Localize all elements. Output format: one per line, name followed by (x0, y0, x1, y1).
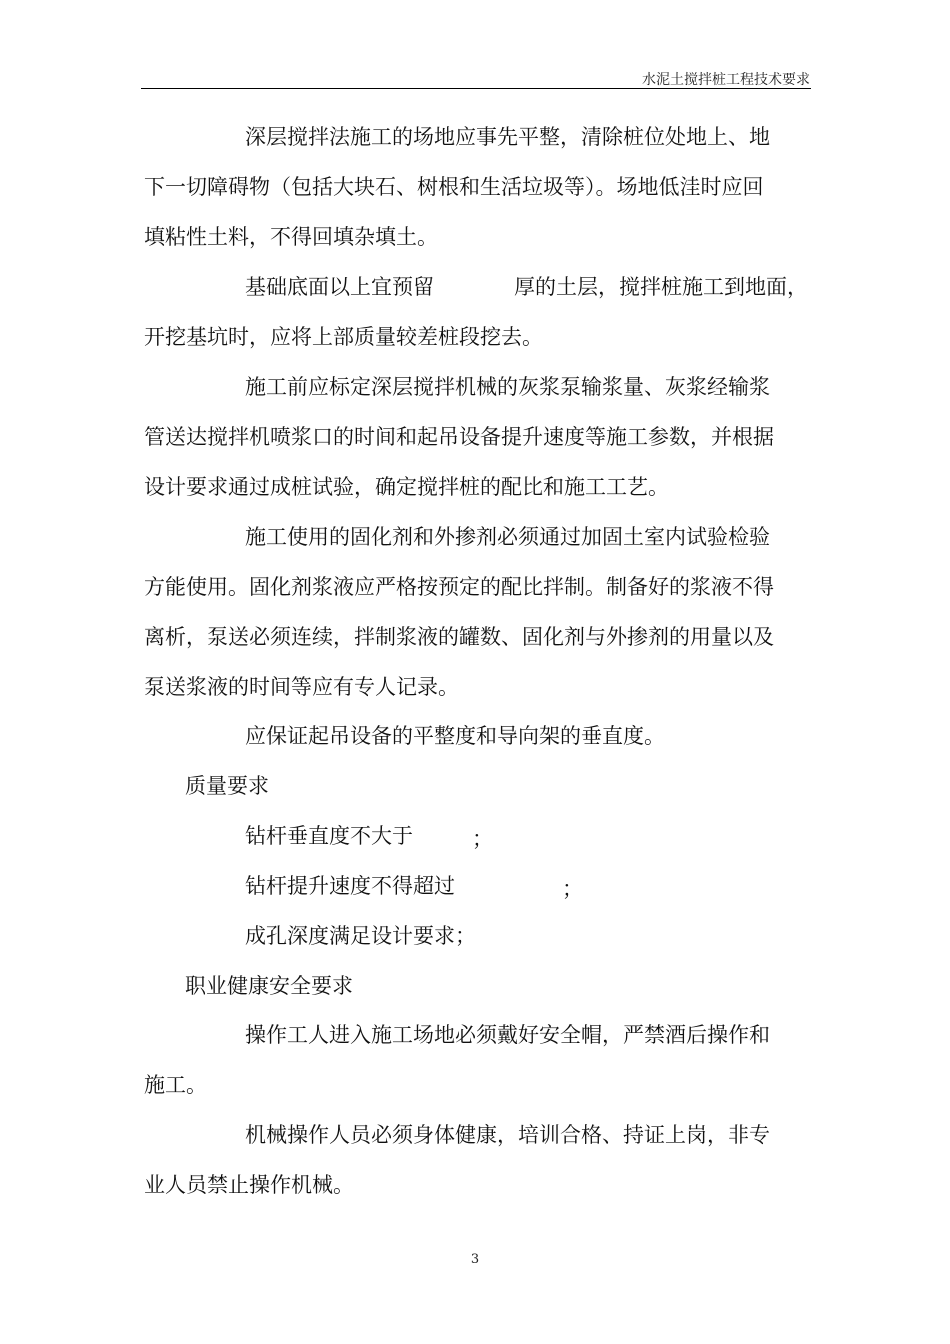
paragraph-line: 管送达搅拌机喷浆口的时间和起吊设备提升速度等施工参数，并根据 (144, 425, 774, 449)
paragraph-line: 应保证起吊设备的平整度和导向架的垂直度。 (245, 724, 665, 748)
paragraph-line: 基础底面以上宜预留 (245, 275, 434, 299)
paragraph-line: 深层搅拌法施工的场地应事先平整，清除桩位处地上、地 (245, 125, 770, 149)
paragraph-line: 施工使用的固化剂和外掺剂必须通过加固土室内试验检验 (245, 525, 770, 549)
quality-item-depth: 成孔深度满足设计要求； (245, 924, 476, 948)
quality-item-verticality: 钻杆垂直度不大于 (245, 824, 413, 848)
paragraph-line: 厚的土层，搅拌桩施工到地面， (514, 275, 808, 299)
paragraph-line: 泵送浆液的时间等应有专人记录。 (144, 675, 459, 699)
header-title: 水泥土搅拌桩工程技术要求 (642, 72, 810, 88)
paragraph-line: 施工前应标定深层搅拌机械的灰浆泵输浆量、灰浆经输浆 (245, 375, 770, 399)
paragraph-line: 下一切障碍物（包括大块石、树根和生活垃圾等）。场地低洼时应回 (144, 175, 764, 199)
page-number: 3 (470, 1252, 480, 1267)
paragraph-line: 开挖基坑时，应将上部质量较差桩段挖去。 (144, 325, 543, 349)
paragraph-line: 业人员禁止操作机械。 (144, 1173, 354, 1197)
section-heading-quality: 质量要求 (185, 774, 269, 798)
paragraph-line: 离析，泵送必须连续，拌制浆液的罐数、固化剂与外掺剂的用量以及 (144, 625, 774, 649)
paragraph-line: 机械操作人员必须身体健康，培训合格、持证上岗，非专 (245, 1123, 770, 1147)
section-heading-safety: 职业健康安全要求 (185, 974, 353, 998)
paragraph-line: 填粘性土料，不得回填杂填土。 (144, 225, 438, 249)
quality-item-verticality-end: ； (472, 827, 493, 851)
quality-item-lift-speed-end: ； (562, 877, 583, 901)
paragraph-line: 操作工人进入施工场地必须戴好安全帽，严禁酒后操作和 (245, 1023, 770, 1047)
header-rule (141, 88, 811, 89)
paragraph-line: 方能使用。固化剂浆液应严格按预定的配比拌制。制备好的浆液不得 (144, 575, 774, 599)
quality-item-lift-speed: 钻杆提升速度不得超过 (245, 874, 455, 898)
paragraph-line: 施工。 (144, 1073, 207, 1097)
paragraph-line: 设计要求通过成桩试验，确定搅拌桩的配比和施工工艺。 (144, 475, 669, 499)
